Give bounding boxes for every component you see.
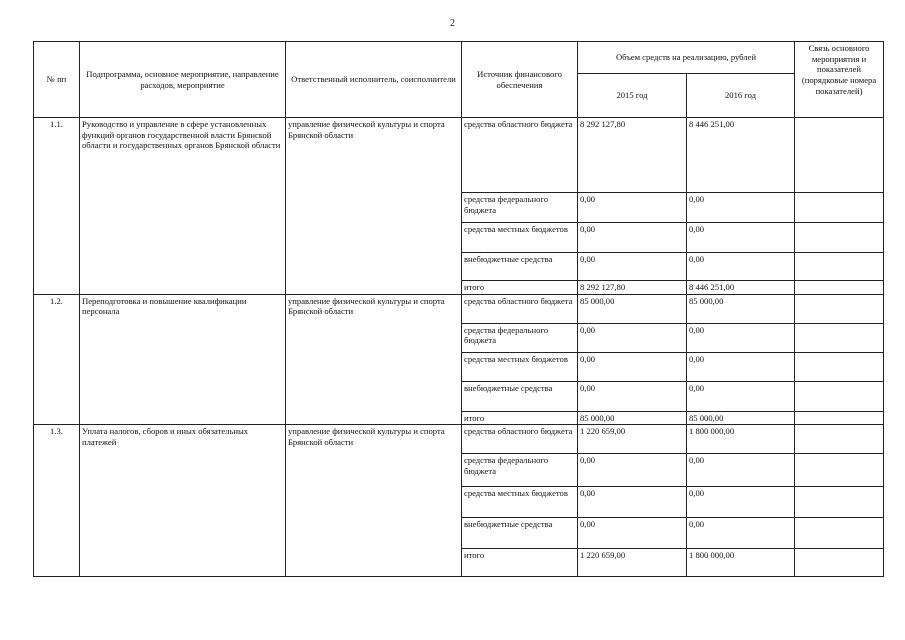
cell-2016: 1 800 000,00 bbox=[687, 425, 795, 454]
cell-link bbox=[795, 253, 884, 281]
table-header bbox=[34, 42, 884, 118]
header-num: № пп bbox=[34, 42, 80, 118]
cell-link bbox=[795, 223, 884, 253]
cell-2015-total: 85 000,00 bbox=[578, 411, 687, 425]
cell-2015-total: 1 220 659,00 bbox=[578, 549, 687, 577]
financing-table bbox=[33, 41, 884, 577]
cell-2016-total: 8 446 251,00 bbox=[687, 281, 795, 295]
cell-source: средства областного бюджета bbox=[462, 294, 578, 323]
cell-2016: 0,00 bbox=[687, 518, 795, 549]
cell-source-total: итого bbox=[462, 549, 578, 577]
cell-link bbox=[795, 411, 884, 425]
cell-source: внебюджетные средства bbox=[462, 518, 578, 549]
row-program: Уплата налогов, сборов и иных обязательных платежей bbox=[80, 425, 286, 577]
header-year-2015: 2015 год bbox=[578, 74, 687, 118]
cell-2016: 0,00 bbox=[687, 381, 795, 411]
cell-source-total: итого bbox=[462, 281, 578, 295]
table-row bbox=[34, 118, 884, 193]
cell-source-total: итого bbox=[462, 411, 578, 425]
cell-link bbox=[795, 352, 884, 381]
cell-source: средства федерального бюджета bbox=[462, 323, 578, 352]
cell-link bbox=[795, 294, 884, 323]
table-row bbox=[34, 425, 884, 454]
cell-link bbox=[795, 323, 884, 352]
cell-2015: 1 220 659,00 bbox=[578, 425, 687, 454]
cell-link bbox=[795, 381, 884, 411]
cell-2015: 0,00 bbox=[578, 454, 687, 487]
cell-2016: 0,00 bbox=[687, 487, 795, 518]
cell-link bbox=[795, 549, 884, 577]
cell-source: средства федерального бюджета bbox=[462, 454, 578, 487]
cell-source: средства местных бюджетов bbox=[462, 487, 578, 518]
cell-source: средства областного бюджета bbox=[462, 425, 578, 454]
cell-2016: 0,00 bbox=[687, 454, 795, 487]
cell-2015-total: 8 292 127,80 bbox=[578, 281, 687, 295]
header-program: Подпрограмма, основное мероприятие, направление расходов, мероприятие bbox=[80, 42, 286, 118]
header-link: Связь основного мероприятия и показателей (порядковые номера показателей) bbox=[795, 42, 884, 118]
cell-2015: 0,00 bbox=[578, 253, 687, 281]
cell-2015: 0,00 bbox=[578, 518, 687, 549]
cell-2015: 0,00 bbox=[578, 352, 687, 381]
row-executor: управление физической культуры и спорта Брянской области bbox=[286, 425, 462, 577]
cell-source: внебюджетные средства bbox=[462, 253, 578, 281]
cell-2016: 0,00 bbox=[687, 253, 795, 281]
cell-source: внебюджетные средства bbox=[462, 381, 578, 411]
cell-2016: 0,00 bbox=[687, 223, 795, 253]
page-number: 2 bbox=[450, 18, 455, 29]
cell-2016: 8 446 251,00 bbox=[687, 118, 795, 193]
row-program: Переподготовка и повышение квалификации персонала bbox=[80, 294, 286, 425]
cell-link bbox=[795, 454, 884, 487]
cell-2016: 0,00 bbox=[687, 193, 795, 223]
row-executor: управление физической культуры и спорта Брянской области bbox=[286, 118, 462, 295]
cell-2015: 0,00 bbox=[578, 323, 687, 352]
cell-source: средства федерального бюджета bbox=[462, 193, 578, 223]
header-executor: Ответственный исполнитель, соисполнители bbox=[286, 42, 462, 118]
cell-2016-total: 85 000,00 bbox=[687, 411, 795, 425]
cell-2015: 85 000,00 bbox=[578, 294, 687, 323]
cell-2016: 0,00 bbox=[687, 352, 795, 381]
row-num: 1.2. bbox=[34, 294, 80, 425]
cell-2016-total: 1 800 000,00 bbox=[687, 549, 795, 577]
cell-2015: 0,00 bbox=[578, 487, 687, 518]
cell-2015: 8 292 127,80 bbox=[578, 118, 687, 193]
cell-2016: 0,00 bbox=[687, 323, 795, 352]
row-num: 1.3. bbox=[34, 425, 80, 577]
cell-2016: 85 000,00 bbox=[687, 294, 795, 323]
row-executor: управление физической культуры и спорта Брянской области bbox=[286, 294, 462, 425]
cell-link bbox=[795, 518, 884, 549]
cell-source: средства областного бюджета bbox=[462, 118, 578, 193]
header-source: Источник финансового обеспечения bbox=[462, 42, 578, 118]
cell-source: средства местных бюджетов bbox=[462, 223, 578, 253]
cell-2015: 0,00 bbox=[578, 193, 687, 223]
cell-2015: 0,00 bbox=[578, 381, 687, 411]
cell-source: средства местных бюджетов bbox=[462, 352, 578, 381]
cell-2015: 0,00 bbox=[578, 223, 687, 253]
table-row bbox=[34, 294, 884, 323]
table-body bbox=[34, 118, 884, 577]
header-year-2016: 2016 год bbox=[687, 74, 795, 118]
cell-link bbox=[795, 487, 884, 518]
header-volume: Объем средств на реализацию, рублей bbox=[578, 42, 795, 74]
cell-link bbox=[795, 281, 884, 295]
row-num: 1.1. bbox=[34, 118, 80, 295]
row-program: Руководство и управление в сфере установленных функций органов государственной власти Брянской области и государственных органов Брянской области bbox=[80, 118, 286, 295]
cell-link bbox=[795, 425, 884, 454]
cell-link bbox=[795, 193, 884, 223]
cell-link bbox=[795, 118, 884, 193]
